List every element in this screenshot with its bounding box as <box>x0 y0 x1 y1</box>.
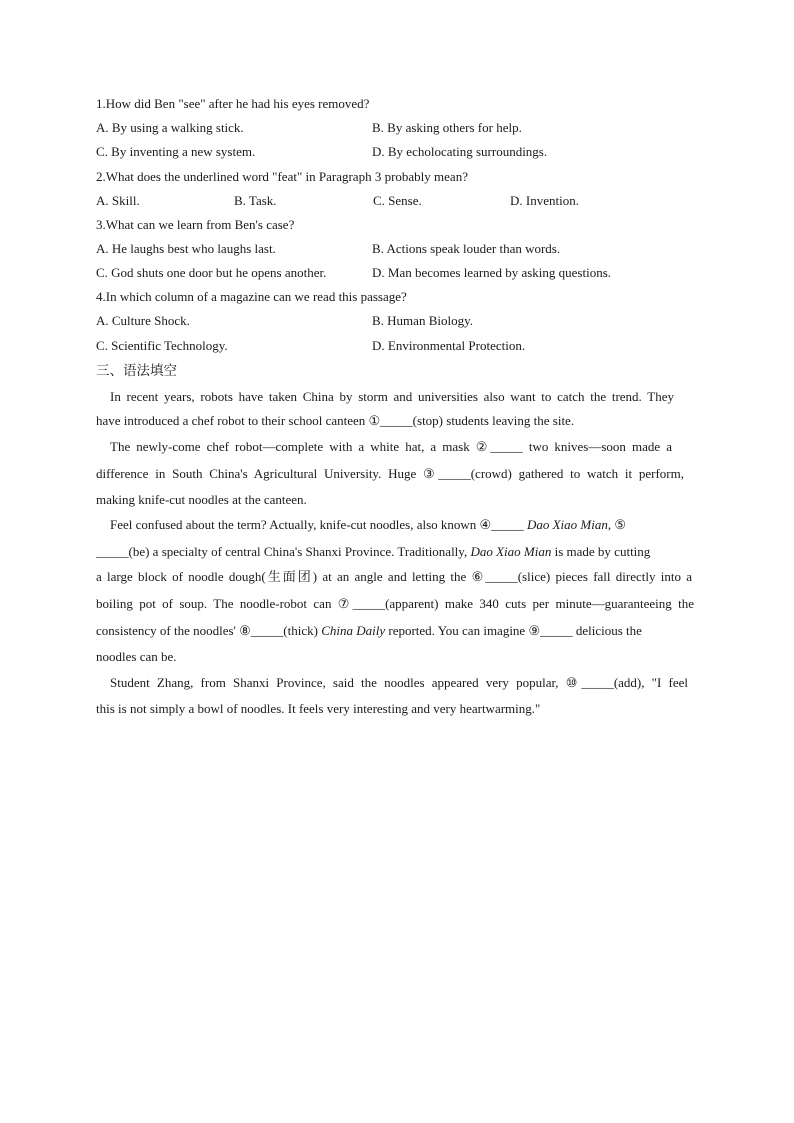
passage-p4-line2: this is not simply a bowl of noodles. It feels very interesting and very heartwarming." <box>96 701 541 716</box>
passage-p4-line1: Student Zhang, from Shanxi Province, said the noodles appeared very popular, ⑩_____(add), "I feel <box>110 675 688 690</box>
question-1-option-b: B. By asking others for help. <box>372 120 522 135</box>
passage-p3-line2-tail: is made by cutting <box>551 544 651 559</box>
passage-p3-line1-tail: , ⑤ <box>607 517 627 532</box>
question-1-stem: 1.How did Ben "see" after he had his eyes removed? <box>96 96 370 111</box>
dao-xiao-mian-term-2: Dao Xiao Mian <box>470 544 552 559</box>
question-3-option-c: C. God shuts one door but he opens another. <box>96 265 327 280</box>
question-1-option-a: A. By using a walking stick. <box>96 120 244 135</box>
question-2-option-a: A. Skill. <box>96 193 140 208</box>
section-heading: 三、语法填空 <box>96 363 177 379</box>
passage-p3-line1 <box>110 517 672 533</box>
passage-p3-line2-text: _____(be) a specialty of central China's Shanxi Province. Traditionally, <box>96 544 471 559</box>
passage-p3-line3: a large block of noodle dough(生面团) at an angle and letting the ⑥_____(slice) pieces fall directly into a <box>96 569 692 584</box>
question-2-option-d: D. Invention. <box>510 193 579 208</box>
question-4-option-d: D. Environmental Protection. <box>372 338 526 353</box>
china-daily-term: China Daily <box>321 623 386 638</box>
question-4-option-b: B. Human Biology. <box>372 313 473 328</box>
passage-p3-line6: noodles can be. <box>96 649 177 664</box>
passage-p2-line1: The newly-come chef robot—complete with a white hat, a mask ②_____ two knives—soon made a <box>110 439 672 454</box>
question-4-option-c: C. Scientific Technology. <box>96 338 228 353</box>
question-4-option-a: A. Culture Shock. <box>96 313 190 328</box>
passage-p3-line2 <box>96 544 696 560</box>
question-2-option-b: B. Task. <box>234 193 277 208</box>
question-3-option-b: B. Actions speak louder than words. <box>372 241 561 256</box>
passage-p2-line3: making knife-cut noodles at the canteen. <box>96 492 307 507</box>
question-1-option-c: C. By inventing a new system. <box>96 144 256 159</box>
question-2-option-c: C. Sense. <box>373 193 422 208</box>
question-3-option-a: A. He laughs best who laughs last. <box>96 241 276 256</box>
dao-xiao-mian-term: Dao Xiao Mian <box>526 517 608 532</box>
passage-p3-line5-tail: reported. You can imagine ⑨_____ delicious the <box>385 623 642 638</box>
passage-p1-line2: have introduced a chef robot to their school canteen ①_____(stop) students leaving the site. <box>96 413 575 428</box>
passage-p2-line2: difference in South China's Agricultural University. Huge ③_____(crowd) gathered to watch it perform, <box>96 466 684 481</box>
question-4-stem: 4.In which column of a magazine can we read this passage? <box>96 289 407 304</box>
question-1-option-d: D. By echolocating surroundings. <box>372 144 548 159</box>
passage-p3-line5-text: consistency of the noodles' ⑧_____(thick) <box>96 623 322 638</box>
passage-p3-line1-text: Feel confused about the term? Actually, knife-cut noodles, also known ④_____ <box>110 517 527 532</box>
question-3-option-d: D. Man becomes learned by asking questions. <box>372 265 612 280</box>
passage-p1-line1: In recent years, robots have taken China by storm and universities also want to catch the trend. They <box>110 389 674 404</box>
passage-p3-line4: boiling pot of soup. The noodle-robot can ⑦_____(apparent) make 340 cuts per minute—guaranteeing the <box>96 596 694 611</box>
question-3-stem: 3.What can we learn from Ben's case? <box>96 217 295 232</box>
passage-p3-line5 <box>96 623 692 639</box>
question-2-stem: 2.What does the underlined word "feat" in Paragraph 3 probably mean? <box>96 169 468 184</box>
